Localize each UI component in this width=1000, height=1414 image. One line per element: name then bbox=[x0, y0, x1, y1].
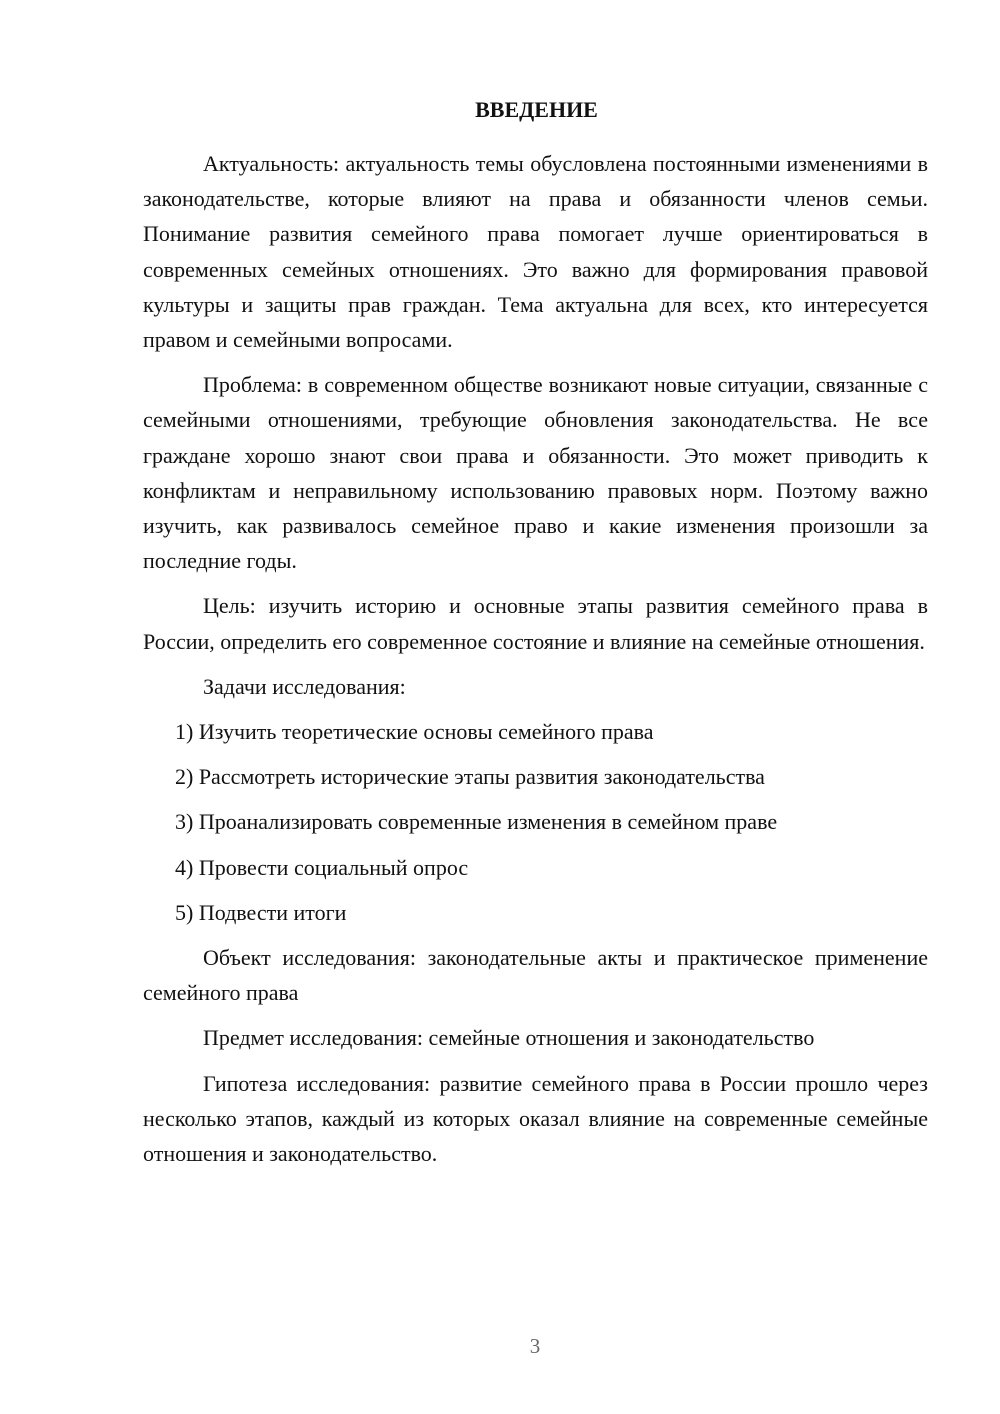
relevance-paragraph: Актуальность: актуальность темы обусловлена постоянными изменениями в законодательстве, которые влияют на права и обязанности членов семьи. Понимание развития семейного права помогает лучше ориентироваться в современных семейных отношениях. Это важно для формирования правовой культуры и защиты прав граждан. Тема актуальна для всех, кто интересуется правом и семейными вопросами. bbox=[143, 151, 928, 353]
hypothesis-paragraph: Гипотеза исследования: развитие семейного права в России прошло через несколько этапов, каждый из которых оказал влияние на современные семейные отношения и законодательство. bbox=[143, 1070, 928, 1167]
task-item-4: 4) Провести социальный опрос bbox=[175, 854, 469, 880]
document-page bbox=[143, 92, 928, 1181]
task-item-1: 1) Изучить теоретические основы семейного права bbox=[175, 719, 654, 745]
tasks-list bbox=[143, 714, 928, 930]
section-title: ВВЕДЕНИЕ bbox=[475, 97, 598, 122]
task-item-5: 5) Подвести итоги bbox=[175, 899, 347, 925]
tasks-heading: Задачи исследования: bbox=[203, 673, 406, 699]
object-paragraph: Объект исследования: законодательные акты и практическое применение семейного права bbox=[143, 945, 928, 1006]
problem-paragraph: Проблема: в современном обществе возникают новые ситуации, связанные с семейными отношениями, требующие обновления законодательства. Не все граждане хорошо знают свои права и обязанности. Это может приводить к конфликтам и неправильному использованию правовых норм. Поэтому важно изучить, как развивалось семейное право и какие изменения произошли за последние годы. bbox=[143, 372, 928, 574]
goal-paragraph: Цель: изучить историю и основные этапы развития семейного права в России, определить его современное состояние и влияние на семейные отношения. bbox=[143, 593, 928, 654]
page-number: 3 bbox=[529, 1334, 541, 1358]
subject-paragraph: Предмет исследования: семейные отношения и законодательство bbox=[203, 1025, 815, 1051]
task-item-3: 3) Проанализировать современные изменения в семейном праве bbox=[175, 809, 778, 835]
task-item-2: 2) Рассмотреть исторические этапы развития законодательства bbox=[175, 764, 765, 790]
